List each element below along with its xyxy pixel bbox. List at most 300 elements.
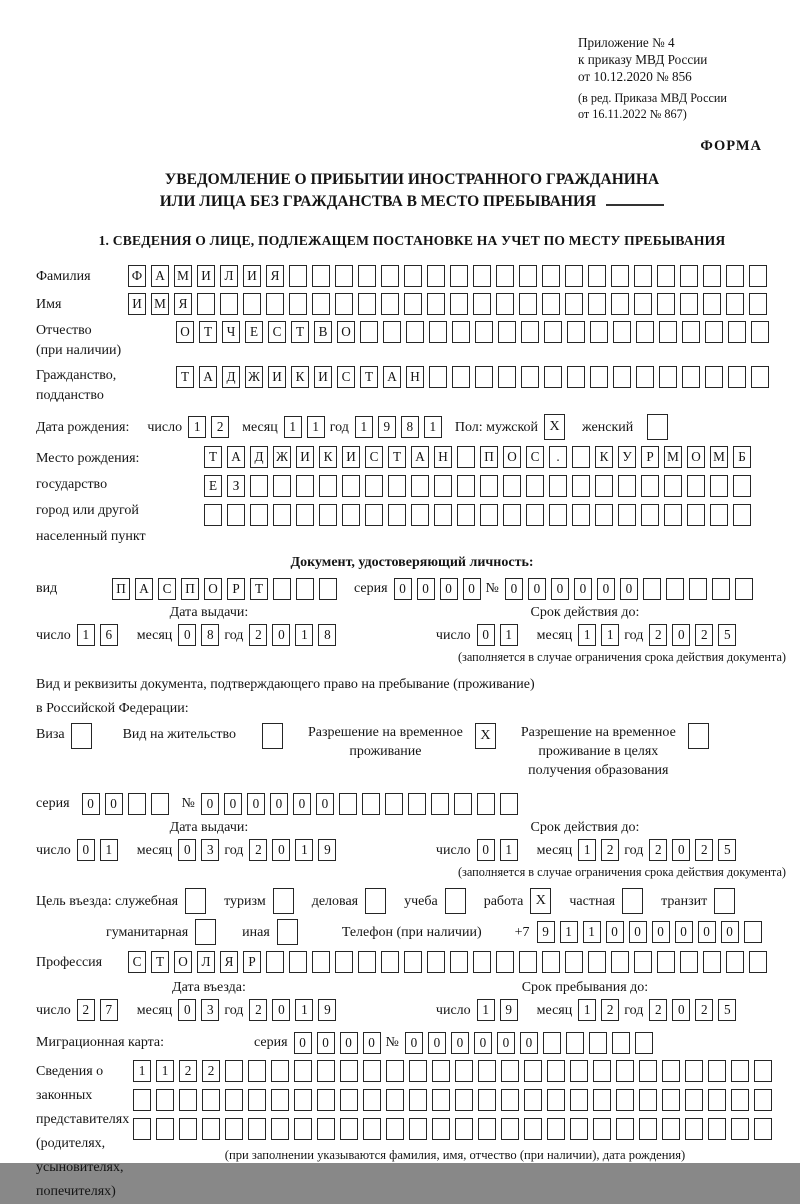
char-cell[interactable]: 1 [560, 921, 578, 943]
char-cell[interactable] [411, 475, 429, 497]
char-cell[interactable] [477, 793, 495, 815]
char-cell[interactable] [457, 504, 475, 526]
char-cell[interactable]: 1 [601, 624, 619, 646]
char-cell[interactable] [363, 1060, 381, 1082]
permit-issue-month-input[interactable] [178, 839, 224, 861]
char-cell[interactable] [498, 366, 516, 388]
char-cell[interactable]: 0 [505, 578, 523, 600]
char-cell[interactable] [503, 475, 521, 497]
char-cell[interactable] [335, 951, 353, 973]
char-cell[interactable]: Я [220, 951, 238, 973]
char-cell[interactable]: 5 [718, 999, 736, 1021]
char-cell[interactable] [639, 1060, 657, 1082]
char-cell[interactable] [450, 293, 468, 315]
char-cell[interactable]: 0 [247, 793, 265, 815]
char-cell[interactable] [312, 293, 330, 315]
char-cell[interactable] [408, 793, 426, 815]
char-cell[interactable] [726, 265, 744, 287]
char-cell[interactable] [480, 504, 498, 526]
mig-series-input[interactable] [294, 1032, 386, 1054]
char-cell[interactable] [133, 1089, 151, 1111]
name-input[interactable] [128, 293, 772, 315]
char-cell[interactable] [220, 293, 238, 315]
char-cell[interactable] [501, 1118, 519, 1140]
char-cell[interactable]: 1 [100, 839, 118, 861]
char-cell[interactable] [388, 475, 406, 497]
char-cell[interactable] [473, 951, 491, 973]
char-cell[interactable]: Т [204, 446, 222, 468]
char-cell[interactable] [526, 475, 544, 497]
char-cell[interactable]: 9 [318, 839, 336, 861]
char-cell[interactable] [682, 366, 700, 388]
char-cell[interactable] [496, 293, 514, 315]
char-cell[interactable]: С [268, 321, 286, 343]
char-cell[interactable] [682, 321, 700, 343]
char-cell[interactable] [496, 951, 514, 973]
char-cell[interactable]: 0 [178, 999, 196, 1021]
checkbox-cell[interactable] [365, 888, 386, 914]
char-cell[interactable] [317, 1089, 335, 1111]
temp-permit-checkbox[interactable] [475, 723, 501, 749]
male-checkbox[interactable] [544, 414, 570, 440]
char-cell[interactable]: 3 [201, 999, 219, 1021]
char-cell[interactable]: 0 [672, 839, 690, 861]
char-cell[interactable] [593, 1089, 611, 1111]
char-cell[interactable]: А [199, 366, 217, 388]
char-cell[interactable] [289, 265, 307, 287]
char-cell[interactable] [542, 265, 560, 287]
char-cell[interactable] [685, 1118, 703, 1140]
char-cell[interactable] [432, 1118, 450, 1140]
char-cell[interactable] [294, 1118, 312, 1140]
char-cell[interactable] [634, 293, 652, 315]
char-cell[interactable]: 0 [77, 839, 95, 861]
char-cell[interactable] [733, 475, 751, 497]
char-cell[interactable] [296, 504, 314, 526]
stay-year-input[interactable] [649, 999, 741, 1021]
char-cell[interactable] [611, 265, 629, 287]
char-cell[interactable] [519, 265, 537, 287]
char-cell[interactable]: Я [266, 265, 284, 287]
checkbox-cell[interactable] [622, 888, 643, 914]
char-cell[interactable] [572, 446, 590, 468]
char-cell[interactable] [641, 504, 659, 526]
char-cell[interactable] [452, 366, 470, 388]
char-cell[interactable] [703, 293, 721, 315]
char-cell[interactable] [455, 1060, 473, 1082]
char-cell[interactable] [151, 793, 169, 815]
char-cell[interactable] [273, 578, 291, 600]
char-cell[interactable] [225, 1118, 243, 1140]
char-cell[interactable] [544, 366, 562, 388]
char-cell[interactable] [358, 265, 376, 287]
permit-series-input[interactable] [82, 793, 174, 815]
char-cell[interactable] [340, 1118, 358, 1140]
char-cell[interactable] [728, 321, 746, 343]
char-cell[interactable] [179, 1089, 197, 1111]
char-cell[interactable]: 1 [578, 999, 596, 1021]
char-cell[interactable]: И [268, 366, 286, 388]
char-cell[interactable] [570, 1089, 588, 1111]
char-cell[interactable] [657, 293, 675, 315]
char-cell[interactable]: 0 [597, 578, 615, 600]
char-cell[interactable] [273, 504, 291, 526]
char-cell[interactable] [503, 504, 521, 526]
char-cell[interactable]: Р [227, 578, 245, 600]
doc-type-input[interactable] [112, 578, 342, 600]
char-cell[interactable] [593, 1118, 611, 1140]
char-cell[interactable] [340, 1089, 358, 1111]
char-cell[interactable]: 0 [652, 921, 670, 943]
char-cell[interactable] [616, 1118, 634, 1140]
entry-month-input[interactable] [178, 999, 224, 1021]
char-cell[interactable] [754, 1118, 772, 1140]
char-cell[interactable] [589, 1032, 607, 1054]
char-cell[interactable] [133, 1118, 151, 1140]
char-cell[interactable] [572, 475, 590, 497]
char-cell[interactable] [749, 265, 767, 287]
char-cell[interactable] [266, 293, 284, 315]
char-cell[interactable]: 2 [249, 839, 267, 861]
purpose-private-checkbox[interactable] [622, 888, 648, 914]
permit-issue-day-input[interactable] [77, 839, 123, 861]
char-cell[interactable] [427, 951, 445, 973]
representatives-input-row1[interactable] [133, 1060, 777, 1082]
char-cell[interactable] [335, 293, 353, 315]
char-cell[interactable] [636, 321, 654, 343]
char-cell[interactable] [726, 951, 744, 973]
char-cell[interactable]: 1 [424, 416, 442, 438]
doc-valid-month-input[interactable] [578, 624, 624, 646]
char-cell[interactable] [243, 293, 261, 315]
char-cell[interactable] [273, 475, 291, 497]
char-cell[interactable] [381, 265, 399, 287]
char-cell[interactable] [289, 293, 307, 315]
checkbox-cell[interactable] [185, 888, 206, 914]
char-cell[interactable]: С [337, 366, 355, 388]
char-cell[interactable] [543, 1032, 561, 1054]
char-cell[interactable]: Р [641, 446, 659, 468]
char-cell[interactable]: О [176, 321, 194, 343]
char-cell[interactable] [225, 1060, 243, 1082]
char-cell[interactable] [340, 1060, 358, 1082]
char-cell[interactable] [475, 366, 493, 388]
char-cell[interactable] [128, 793, 146, 815]
char-cell[interactable] [639, 1089, 657, 1111]
char-cell[interactable]: 0 [698, 921, 716, 943]
char-cell[interactable] [731, 1060, 749, 1082]
char-cell[interactable] [248, 1118, 266, 1140]
char-cell[interactable] [478, 1060, 496, 1082]
char-cell[interactable] [296, 475, 314, 497]
char-cell[interactable]: М [174, 265, 192, 287]
char-cell[interactable]: 0 [201, 793, 219, 815]
char-cell[interactable] [549, 475, 567, 497]
char-cell[interactable] [526, 504, 544, 526]
char-cell[interactable]: 0 [672, 624, 690, 646]
purpose-official-checkbox[interactable] [185, 888, 211, 914]
char-cell[interactable] [664, 475, 682, 497]
char-cell[interactable]: О [204, 578, 222, 600]
purpose-business-checkbox[interactable] [365, 888, 391, 914]
char-cell[interactable] [386, 1060, 404, 1082]
char-cell[interactable]: 2 [249, 624, 267, 646]
char-cell[interactable] [662, 1089, 680, 1111]
char-cell[interactable]: Т [360, 366, 378, 388]
char-cell[interactable]: 0 [428, 1032, 446, 1054]
char-cell[interactable] [593, 1060, 611, 1082]
char-cell[interactable]: 9 [537, 921, 555, 943]
char-cell[interactable] [547, 1089, 565, 1111]
purpose-other-checkbox[interactable] [277, 919, 303, 945]
char-cell[interactable] [406, 321, 424, 343]
char-cell[interactable] [634, 951, 652, 973]
char-cell[interactable]: Т [199, 321, 217, 343]
char-cell[interactable]: Н [406, 366, 424, 388]
char-cell[interactable] [613, 366, 631, 388]
char-cell[interactable]: А [411, 446, 429, 468]
char-cell[interactable]: 5 [718, 624, 736, 646]
char-cell[interactable] [271, 1118, 289, 1140]
char-cell[interactable]: С [526, 446, 544, 468]
char-cell[interactable] [565, 951, 583, 973]
char-cell[interactable] [643, 578, 661, 600]
permit-number-input[interactable] [201, 793, 523, 815]
phone-input[interactable] [537, 921, 767, 943]
char-cell[interactable] [409, 1060, 427, 1082]
char-cell[interactable] [450, 265, 468, 287]
char-cell[interactable]: 0 [463, 578, 481, 600]
stay-month-input[interactable] [578, 999, 624, 1021]
purpose-work-checkbox[interactable] [530, 888, 556, 914]
char-cell[interactable]: А [227, 446, 245, 468]
char-cell[interactable]: И [243, 265, 261, 287]
stay-day-input[interactable] [477, 999, 523, 1021]
char-cell[interactable]: 0 [474, 1032, 492, 1054]
char-cell[interactable]: 0 [363, 1032, 381, 1054]
entry-day-input[interactable] [77, 999, 123, 1021]
char-cell[interactable] [542, 951, 560, 973]
char-cell[interactable]: Л [220, 265, 238, 287]
residence-checkbox[interactable] [262, 723, 288, 749]
char-cell[interactable] [289, 951, 307, 973]
char-cell[interactable] [473, 293, 491, 315]
char-cell[interactable] [362, 793, 380, 815]
char-cell[interactable]: 0 [82, 793, 100, 815]
char-cell[interactable] [565, 293, 583, 315]
char-cell[interactable] [342, 475, 360, 497]
char-cell[interactable]: 2 [601, 839, 619, 861]
char-cell[interactable]: Р [243, 951, 261, 973]
purpose-transit-checkbox[interactable] [714, 888, 740, 914]
char-cell[interactable]: С [365, 446, 383, 468]
doc-issue-year-input[interactable] [249, 624, 341, 646]
char-cell[interactable] [312, 951, 330, 973]
checkbox-cell[interactable]: X [475, 723, 496, 749]
char-cell[interactable]: А [151, 265, 169, 287]
char-cell[interactable] [616, 1060, 634, 1082]
char-cell[interactable]: 2 [601, 999, 619, 1021]
char-cell[interactable]: 9 [378, 416, 396, 438]
char-cell[interactable] [335, 265, 353, 287]
char-cell[interactable] [611, 951, 629, 973]
char-cell[interactable] [500, 793, 518, 815]
char-cell[interactable] [664, 504, 682, 526]
representatives-input-row3[interactable] [133, 1118, 777, 1140]
char-cell[interactable] [618, 475, 636, 497]
char-cell[interactable] [687, 504, 705, 526]
char-cell[interactable] [634, 265, 652, 287]
char-cell[interactable]: Е [204, 475, 222, 497]
char-cell[interactable] [570, 1118, 588, 1140]
char-cell[interactable]: А [383, 366, 401, 388]
char-cell[interactable]: 0 [317, 1032, 335, 1054]
char-cell[interactable]: 1 [295, 839, 313, 861]
char-cell[interactable]: 1 [477, 999, 495, 1021]
char-cell[interactable]: 0 [105, 793, 123, 815]
char-cell[interactable] [227, 504, 245, 526]
char-cell[interactable]: 0 [620, 578, 638, 600]
char-cell[interactable]: 0 [675, 921, 693, 943]
char-cell[interactable] [547, 1118, 565, 1140]
char-cell[interactable]: 2 [649, 999, 667, 1021]
char-cell[interactable]: П [480, 446, 498, 468]
char-cell[interactable] [754, 1060, 772, 1082]
doc-series-input[interactable] [394, 578, 486, 600]
char-cell[interactable]: 1 [578, 624, 596, 646]
char-cell[interactable]: 8 [318, 624, 336, 646]
char-cell[interactable]: 2 [695, 839, 713, 861]
char-cell[interactable] [358, 293, 376, 315]
char-cell[interactable]: 1 [583, 921, 601, 943]
char-cell[interactable] [754, 1089, 772, 1111]
char-cell[interactable] [365, 504, 383, 526]
char-cell[interactable] [431, 793, 449, 815]
char-cell[interactable] [708, 1089, 726, 1111]
char-cell[interactable] [429, 321, 447, 343]
char-cell[interactable] [710, 504, 728, 526]
char-cell[interactable] [611, 293, 629, 315]
char-cell[interactable] [475, 321, 493, 343]
char-cell[interactable] [478, 1118, 496, 1140]
char-cell[interactable] [409, 1089, 427, 1111]
char-cell[interactable] [385, 793, 403, 815]
char-cell[interactable]: 0 [440, 578, 458, 600]
entry-year-input[interactable] [249, 999, 341, 1021]
char-cell[interactable]: Д [250, 446, 268, 468]
char-cell[interactable]: 2 [211, 416, 229, 438]
char-cell[interactable] [616, 1089, 634, 1111]
char-cell[interactable] [388, 504, 406, 526]
char-cell[interactable] [708, 1118, 726, 1140]
char-cell[interactable] [744, 921, 762, 943]
char-cell[interactable] [480, 475, 498, 497]
char-cell[interactable]: Т [176, 366, 194, 388]
char-cell[interactable] [427, 265, 445, 287]
char-cell[interactable] [521, 366, 539, 388]
visa-checkbox[interactable] [71, 723, 97, 749]
char-cell[interactable]: 1 [295, 624, 313, 646]
checkbox-cell[interactable] [647, 414, 668, 440]
char-cell[interactable] [452, 321, 470, 343]
char-cell[interactable]: 0 [272, 839, 290, 861]
purpose-humanitarian-checkbox[interactable] [195, 919, 221, 945]
representatives-input-row2[interactable] [133, 1089, 777, 1111]
char-cell[interactable] [427, 293, 445, 315]
char-cell[interactable]: 0 [270, 793, 288, 815]
char-cell[interactable]: 0 [394, 578, 412, 600]
char-cell[interactable] [735, 578, 753, 600]
char-cell[interactable]: 9 [500, 999, 518, 1021]
char-cell[interactable]: М [151, 293, 169, 315]
char-cell[interactable]: 0 [405, 1032, 423, 1054]
char-cell[interactable] [204, 504, 222, 526]
char-cell[interactable]: Л [197, 951, 215, 973]
char-cell[interactable]: К [319, 446, 337, 468]
birthplace-input-row1[interactable] [204, 446, 756, 468]
char-cell[interactable]: 0 [528, 578, 546, 600]
char-cell[interactable] [501, 1060, 519, 1082]
checkbox-cell[interactable]: X [544, 414, 565, 440]
char-cell[interactable] [386, 1118, 404, 1140]
char-cell[interactable] [618, 504, 636, 526]
char-cell[interactable]: 0 [497, 1032, 515, 1054]
char-cell[interactable] [312, 265, 330, 287]
char-cell[interactable]: 0 [293, 793, 311, 815]
char-cell[interactable]: 0 [316, 793, 334, 815]
profession-input[interactable] [128, 951, 772, 973]
char-cell[interactable] [271, 1060, 289, 1082]
char-cell[interactable] [662, 1118, 680, 1140]
char-cell[interactable] [567, 366, 585, 388]
char-cell[interactable] [590, 366, 608, 388]
char-cell[interactable] [613, 321, 631, 343]
checkbox-cell[interactable] [688, 723, 709, 749]
char-cell[interactable] [404, 293, 422, 315]
birthplace-input-row2[interactable] [204, 475, 756, 497]
char-cell[interactable] [666, 578, 684, 600]
char-cell[interactable] [317, 1118, 335, 1140]
char-cell[interactable] [429, 366, 447, 388]
char-cell[interactable]: К [291, 366, 309, 388]
char-cell[interactable]: 9 [318, 999, 336, 1021]
char-cell[interactable]: 8 [201, 624, 219, 646]
char-cell[interactable] [549, 504, 567, 526]
char-cell[interactable] [544, 321, 562, 343]
checkbox-cell[interactable] [714, 888, 735, 914]
char-cell[interactable]: А [135, 578, 153, 600]
char-cell[interactable] [703, 265, 721, 287]
char-cell[interactable] [705, 366, 723, 388]
char-cell[interactable] [612, 1032, 630, 1054]
char-cell[interactable]: 1 [284, 416, 302, 438]
char-cell[interactable]: 5 [718, 839, 736, 861]
char-cell[interactable]: И [314, 366, 332, 388]
char-cell[interactable] [708, 1060, 726, 1082]
birth-day-input[interactable] [188, 416, 234, 438]
char-cell[interactable]: З [227, 475, 245, 497]
purpose-tourism-checkbox[interactable] [273, 888, 299, 914]
patronymic-input[interactable] [176, 321, 774, 343]
char-cell[interactable] [248, 1060, 266, 1082]
char-cell[interactable] [156, 1089, 174, 1111]
char-cell[interactable]: 2 [249, 999, 267, 1021]
checkbox-cell[interactable] [445, 888, 466, 914]
char-cell[interactable] [519, 951, 537, 973]
char-cell[interactable]: 0 [417, 578, 435, 600]
char-cell[interactable] [411, 504, 429, 526]
char-cell[interactable] [542, 293, 560, 315]
